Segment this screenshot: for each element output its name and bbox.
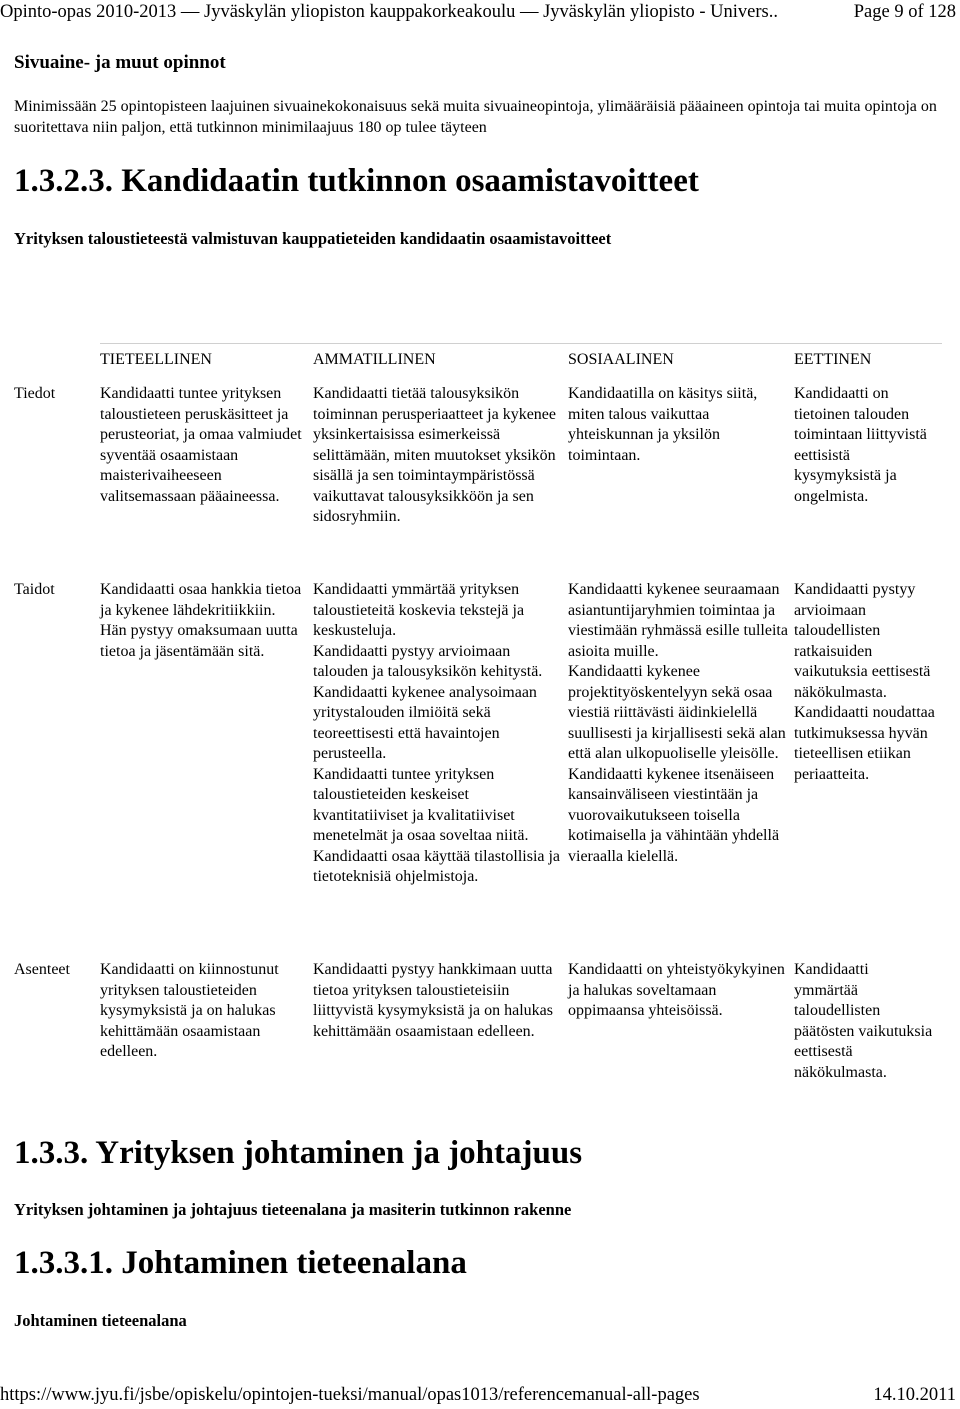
table-header-empty (14, 344, 100, 379)
cell-sentence: Kandidaatti pystyy arvioimaan taloudellisten ratkaisuiden vaikutuksia eettisestä näkökulmasta. (794, 581, 931, 701)
cell-sentence: Kandidaatti pystyy hankkimaan uutta tietoa yrityksen taloustieteisiin liittyvistä kysymyksistä ja on halukas kehittämään osaamistaan edelleen. (313, 961, 553, 1040)
table-header-row (14, 344, 942, 379)
cell-sentence: Kandidaatti on kiinnostunut yrityksen taloustieteiden kysymyksistä ja on halukas kehittämään osaamistaan edelleen. (100, 961, 279, 1060)
table-header-cell: AMMATILLINEN (313, 344, 568, 379)
subheading-johtaminen-tieteenalana: Johtaminen tieteenalana (14, 1311, 187, 1330)
cell-sentence: Kandidaatti kykenee analysoimaan yritystalouden ilmiöitä sekä teoreettisesti että havaintojen perusteella. (313, 683, 537, 762)
table-cell (313, 378, 568, 574)
table-cell (568, 574, 794, 954)
footer-url: https://www.jyu.fi/jsbe/opiskelu/opintojen-tueksi/manual/opas1013/referencemanual-all-pages (0, 1385, 700, 1405)
cell-sentence: Kandidaatti osaa hankkia tietoa ja kykenee lähdekritiikkiin. (100, 581, 302, 619)
table-cell (568, 954, 794, 1116)
cell-sentence: Kandidaatti osaa käyttää tilastollisia ja tietoteknisiä ohjelmistoja. (313, 847, 561, 885)
table-header-cell: EETTINEN (794, 344, 942, 379)
header-page-number: Page 9 of 128 (853, 2, 956, 22)
table-cell (100, 954, 313, 1116)
table-cell (100, 574, 313, 954)
row-label: Tiedot (14, 385, 56, 402)
table-header-cell: TIETEELLINEN (100, 344, 313, 379)
cell-sentence: Kandidaatti tuntee yrityksen taloustieteen peruskäsitteet ja perusteoriat, ja omaa valmiudet syventää osaamistaan maisterivaiheeseen valitsemassaan pääaineessa. (100, 385, 302, 505)
heading-yrityksen-johtaminen: 1.3.3. Yrityksen johtaminen ja johtajuus (14, 1135, 583, 1171)
cell-sentence: Hän pystyy omaksumaan uutta tietoa ja jäsentämään sitä. (100, 622, 298, 660)
cell-sentence: Kandidaatti on tietoinen talouden toimintaan liittyvistä eettisistä kysymyksistä ja ongelmista. (794, 385, 927, 505)
cell-sentence: Kandidaatti kykenee projektityöskentelyyn sekä osaa viestiä riittävästi äidinkielellä suullisesti ja kirjallisesti sekä alan että alan ulkopuoliselle yleisölle. (568, 663, 786, 762)
table-cell (794, 378, 942, 574)
table-cell (568, 378, 794, 574)
cell-sentence: Kandidaatti on yhteistyökykyinen ja halukas soveltamaan oppimaansa yhteisöissä. (568, 961, 785, 1019)
subheading-yrityksen-taloustiede: Yrityksen taloustieteestä valmistuvan kauppatieteiden kandidaatin osaamistavoitteet (14, 229, 612, 248)
page-header (0, 0, 960, 30)
page-footer (0, 1385, 960, 1409)
section-title: Sivuaine- ja muut opinnot (14, 52, 226, 73)
table-cell (313, 574, 568, 954)
cell-sentence: Kandidaatti tietää talousyksikön toiminnan perusperiaatteet ja kykenee yksinkertaisissa esimerkeissä selittämään, miten muutokset yksikön sisällä ja sen toimintaympäristössä vaikuttavat talousyksikköön ja sen sidosryhmiin. (313, 385, 557, 525)
table-row (14, 574, 942, 954)
row-label: Asenteet (14, 961, 70, 978)
cell-sentence: Kandidaatti ymmärtää taloudellisten päätösten vaikutuksia eettisestä näkökulmasta. (794, 961, 933, 1081)
table-cell (794, 574, 942, 954)
intro-paragraph: Minimissään 25 opintopisteen laajuinen sivuainekokonaisuus sekä muita sivuaineopintoja, ylimääräisiä pääaineen opintoja tai muita opintoja on suoritettava niin paljon, että tutkinnon minimilaajuus 180 op tulee täyteen (14, 98, 937, 136)
table-header-cell: SOSIAALINEN (568, 344, 794, 379)
row-label: Taidot (14, 581, 55, 598)
cell-sentence: Kandidaatti pystyy arvioimaan talouden ja talousyksikön kehitystä. (313, 642, 543, 680)
table-cell (794, 954, 942, 1116)
cell-sentence: Kandidaatti kykenee itsenäiseen kansainväliseen viestintään ja vuorovaikutukseen toisella kotimaisella ja vähintään yhdellä vieraalla kielellä. (568, 765, 780, 865)
table-cell (100, 378, 313, 574)
heading-kandidaatin-osaamistavoitteet: 1.3.2.3. Kandidaatin tutkinnon osaamistavoitteet (14, 163, 699, 199)
cell-sentence: Kandidaatilla on käsitys siitä, miten talous vaikuttaa yhteiskunnan ja yksilön toimintaan. (568, 385, 758, 464)
table-row (14, 954, 942, 1116)
subheading-johtaminen-rakenne: Yrityksen johtaminen ja johtajuus tieteenalana ja masiterin tutkinnon rakenne (14, 1200, 572, 1219)
cell-sentence: Kandidaatti kykenee seuraamaan asiantuntijaryhmien toimintaa ja viestimään ryhmässä esille tulleita asioita muille. (568, 581, 788, 660)
header-title: Opinto-opas 2010-2013 — Jyväskylän yliopiston kauppakorkeakoulu — Jyväskylän yliopisto - Univers.. (0, 2, 778, 22)
table-cell (313, 954, 568, 1116)
cell-sentence: Kandidaatti tuntee yrityksen taloustieteiden keskeiset kvantitatiiviset ja kvalitatiiviset menetelmät ja osaa soveltaa niitä. (313, 765, 529, 844)
cell-sentence: Kandidaatti noudattaa tutkimuksessa hyvän tieteellisen etiikan periaatteita. (794, 704, 935, 783)
table-row (14, 378, 942, 574)
cell-sentence: Kandidaatti ymmärtää yrityksen taloustieteitä koskevia tekstejä ja keskusteluja. (313, 581, 525, 639)
heading-johtaminen-tieteenalana: 1.3.3.1. Johtaminen tieteenalana (14, 1245, 467, 1281)
competence-table (14, 343, 942, 1116)
footer-date: 14.10.2011 (873, 1385, 956, 1405)
